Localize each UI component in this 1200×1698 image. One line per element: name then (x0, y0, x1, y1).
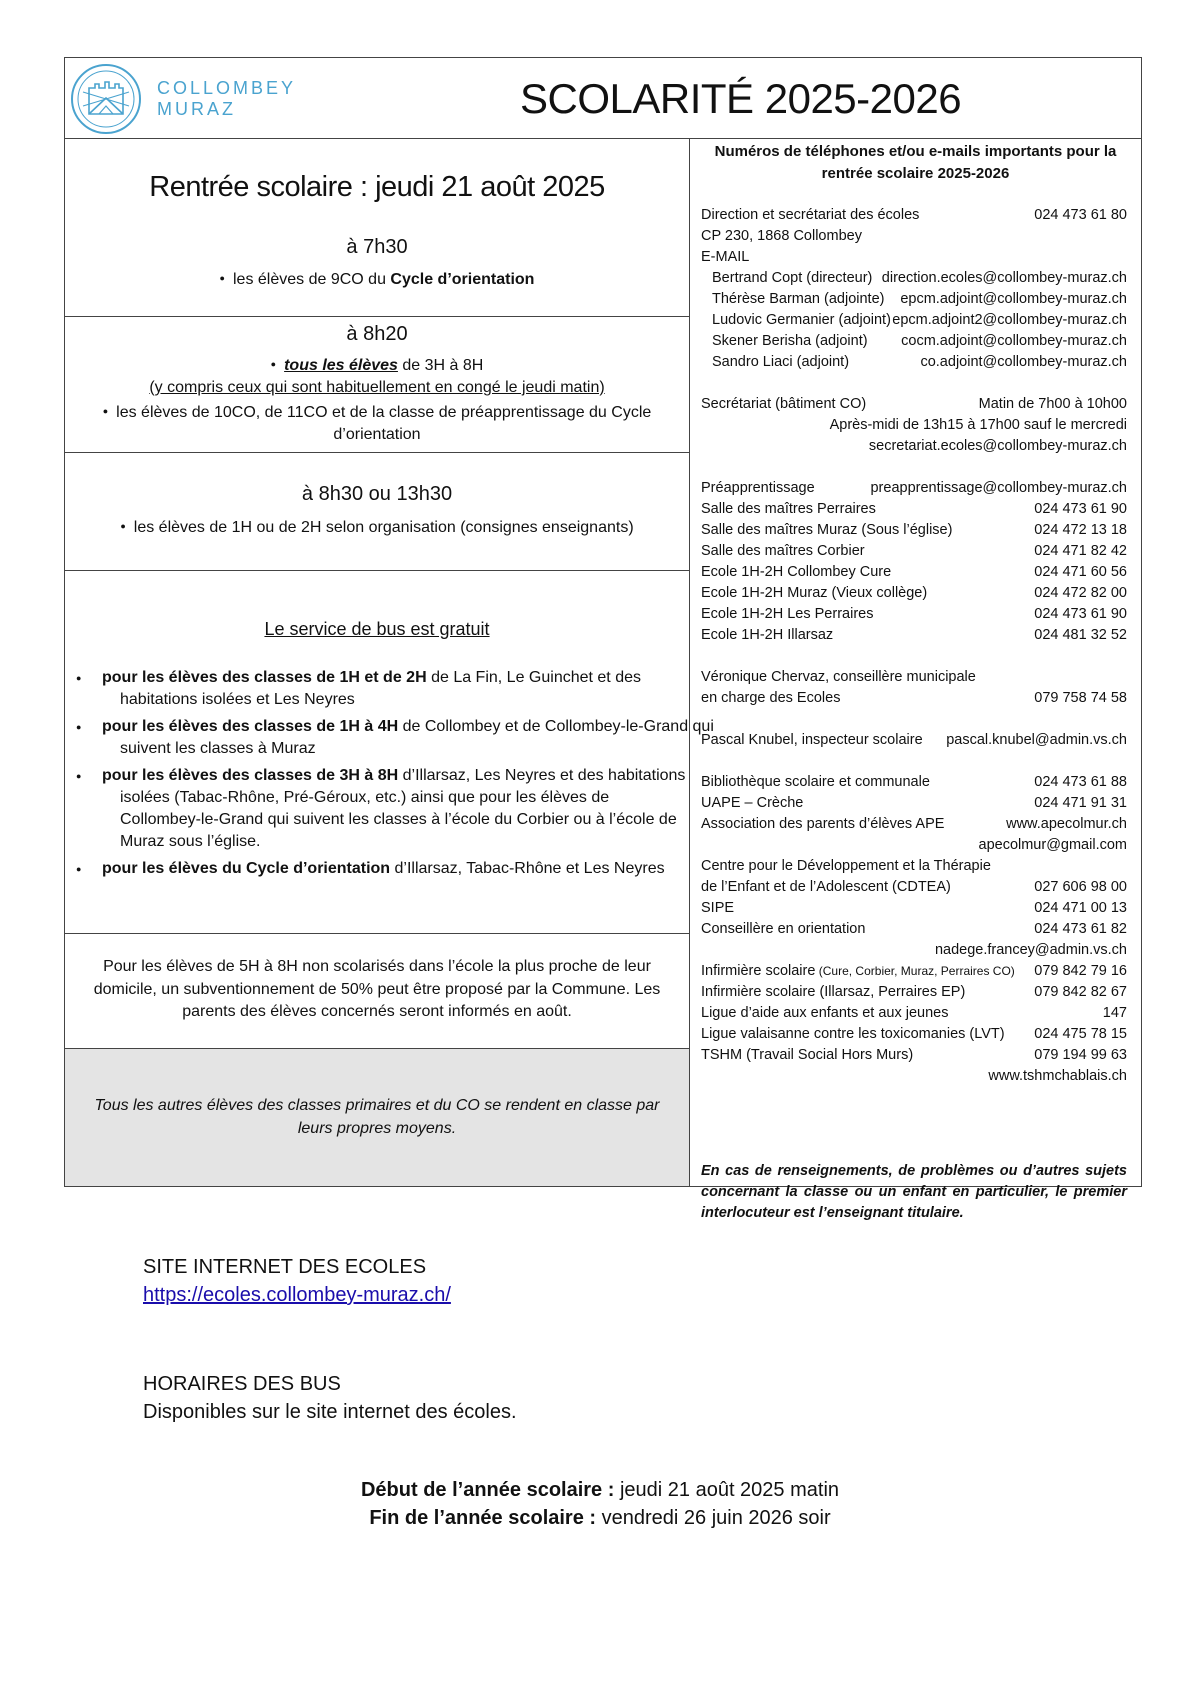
contact-value: 024 473 61 90 (1034, 606, 1127, 622)
contact-label: Ecole 1H-2H Muraz (Vieux collège) (701, 585, 928, 601)
contact-label-wrap (701, 961, 1015, 982)
contact-value: Matin de 7h00 à 10h00 (978, 396, 1127, 412)
bullet-dot (120, 519, 133, 536)
contact-value: 079 842 79 16 (1034, 963, 1127, 979)
bullet-dot: ● (76, 722, 82, 732)
contact-note: En cas de renseignements, de problèmes ou d’autres sujets concernant la classe ou un enfant en particulier, le premier interlocuteur est l’enseignant titulaire. (701, 1163, 1127, 1221)
time-8h20: à 8h20 (346, 323, 408, 345)
debut-annee: Début de l’année scolaire : jeudi 21 août 2025 matin (360, 1479, 840, 1501)
contact-label: Sandro Liaci (adjoint) (712, 354, 850, 370)
contact-row (701, 1066, 1127, 1087)
bullet-9co: ● les élèves de 9CO du Cycle d’orientation (65, 267, 689, 291)
contact-label: TSHM (Travail Social Hors Murs) (701, 1047, 914, 1063)
contact-row (701, 667, 1127, 688)
contact-value: cocm.adjoint@collombey-muraz.ch (901, 333, 1127, 349)
contact-row (701, 961, 1127, 982)
contact-row (701, 331, 1127, 352)
time-7h30: à 7h30 (346, 236, 408, 258)
contact-label: Centre pour le Développement et la Thérapie (701, 858, 991, 874)
contact-label: Ecole 1H-2H Illarsaz (701, 627, 834, 643)
contact-value: 024 473 61 82 (1034, 921, 1127, 937)
site-heading: SITE INTERNET DES ECOLES (143, 1256, 427, 1278)
contact-value: Après-midi de 13h15 à 17h00 sauf le mercredi (829, 417, 1127, 433)
bullet-dot (220, 271, 233, 288)
contact-value: 024 481 32 52 (1034, 627, 1127, 643)
contact-label: de l’Enfant et de l’Adolescent (CDTEA) (701, 879, 951, 895)
contact-row (701, 352, 1127, 373)
contact-value: secretariat.ecoles@collombey-muraz.ch (868, 438, 1127, 454)
contact-row (701, 772, 1127, 793)
bullet-tous-eleves: ● tous les élèves de 3H à 8H (65, 353, 689, 377)
contact-row (701, 1024, 1127, 1045)
school-year-dates (0, 1476, 1200, 1532)
contact-row (701, 835, 1127, 856)
time-8h30: à 8h30 ou 13h30 (301, 483, 453, 505)
contact-value: 079 758 74 58 (1034, 690, 1127, 706)
fin-annee: Fin de l’année scolaire : vendredi 26 juin 2026 soir (369, 1507, 831, 1529)
contact-label: Ligue valaisanne contre les toxicomanies (LVT) (701, 1026, 1005, 1042)
bullet-dot (103, 404, 116, 421)
contact-value: 027 606 98 00 (1034, 879, 1127, 895)
contact-row (701, 478, 1127, 499)
contact-value: 024 472 82 00 (1034, 585, 1127, 601)
contact-label: Ligue d’aide aux enfants et aux jeunes (701, 1005, 949, 1021)
autres-eleves-text: Tous les autres élèves des classes primaires et du CO se rendent en classe par leurs propres moyens. (94, 1097, 660, 1137)
contact-row (701, 520, 1127, 541)
contact-label: Salle des maîtres Muraz (Sous l’église) (701, 522, 953, 538)
bus-schedule-heading: HORAIRES DES BUS (143, 1373, 341, 1395)
contact-row (701, 1003, 1127, 1024)
contact-label: Ecole 1H-2H Collombey Cure (701, 564, 892, 580)
contact-value: 079 842 82 67 (1034, 984, 1127, 1000)
contact-value: 024 471 00 13 (1034, 900, 1127, 916)
contact-row (701, 205, 1127, 226)
contact-row (701, 877, 1127, 898)
contact-label: Secrétariat (bâtiment CO) (701, 396, 867, 412)
contact-label: en charge des Ecoles (701, 690, 841, 706)
contact-row (701, 793, 1127, 814)
contacts-title: Numéros de téléphones et/ou e-mails importants pour la rentrée scolaire 2025-2026 (714, 143, 1117, 182)
contact-label: Pascal Knubel, inspecteur scolaire (701, 732, 923, 748)
contact-value: 024 471 60 56 (1034, 564, 1127, 580)
bullet-10co-line2: d’orientation (333, 426, 421, 443)
contact-label: Thérèse Barman (adjointe) (712, 291, 885, 307)
bullet-1h-2h: ● les élèves de 1H ou de 2H selon organisation (consignes enseignants) (65, 515, 689, 539)
contact-value: 024 473 61 80 (1034, 207, 1127, 223)
contact-row (701, 247, 1127, 268)
contact-value: 079 194 99 63 (1034, 1047, 1127, 1063)
site-section (143, 1253, 451, 1309)
contact-label: Ecole 1H-2H Les Perraires (701, 606, 874, 622)
contact-row (701, 919, 1127, 940)
contact-row (701, 583, 1127, 604)
castle-seal-icon (69, 62, 143, 136)
contact-row (701, 562, 1127, 583)
bullet-dot: ● (76, 771, 82, 781)
contact-value: 024 472 13 18 (1034, 522, 1127, 538)
contact-value: co.adjoint@collombey-muraz.ch (920, 354, 1127, 370)
contact-value: 024 475 78 15 (1034, 1026, 1127, 1042)
contact-label: Infirmière scolaire (701, 963, 816, 979)
contact-label-detail: (Cure, Corbier, Muraz, Perraires CO) (815, 964, 1015, 978)
bus-heading: Le service de bus est gratuit (264, 619, 490, 639)
contact-row (701, 688, 1127, 709)
contact-label: Association des parents d’élèves APE (701, 816, 945, 832)
contact-value: 024 471 91 31 (1034, 795, 1127, 811)
contact-row (701, 814, 1127, 835)
conge-note: (y compris ceux qui sont habituellement en congé le jeudi matin) (149, 379, 605, 396)
rentree-title: Rentrée scolaire : jeudi 21 août 2025 (149, 171, 605, 203)
contact-value: 024 471 82 42 (1034, 543, 1127, 559)
list-item: ● pour les élèves des classes de 1H et de 2H de La Fin, Le Guinchet et des habitations isolées et Les Neyres (76, 669, 641, 708)
contact-value: 024 473 61 88 (1034, 774, 1127, 790)
section-8h20 (65, 317, 689, 453)
bus-schedule-section (143, 1370, 517, 1426)
bus-list (76, 667, 714, 885)
section-bus (65, 571, 714, 934)
contact-label: Bertrand Copt (directeur) (712, 270, 873, 286)
contact-value: apecolmur@gmail.com (978, 837, 1127, 853)
contact-row (701, 268, 1127, 289)
left-column (65, 139, 714, 1186)
logo-line-2: MURAZ (157, 99, 236, 119)
contact-label: UAPE – Crèche (701, 795, 804, 811)
contact-row (701, 898, 1127, 919)
contact-label: Salle des maîtres Corbier (701, 543, 865, 559)
contact-row (701, 415, 1127, 436)
contact-label: SIPE (701, 900, 735, 916)
contacts-column (690, 139, 1141, 1221)
contact-label: Infirmière scolaire (Illarsaz, Perraires EP) (701, 984, 966, 1000)
contact-row (701, 310, 1127, 331)
bullet-10co-line1: ● les élèves de 10CO, de 11CO et de la classe de préapprentissage du Cycle (65, 400, 689, 424)
contact-row (701, 604, 1127, 625)
schedule-sheet (64, 57, 1142, 1221)
header (65, 58, 1141, 139)
logo-wordmark (157, 78, 296, 120)
bus-schedule-text: Disponibles sur le site internet des écoles. (143, 1401, 517, 1423)
list-item: ● pour les élèves des classes de 3H à 8H d’Illarsaz, Les Neyres et des habitations isolées (Tabac-Rhône, Pré-Géroux, etc.) ainsi que pour les élèves de Collombey-le-Grand qui suivent les classes à l’école du Corbier ou à l’école de Muraz sous l’église. (76, 767, 686, 850)
contact-row (701, 226, 1127, 247)
contact-row (701, 541, 1127, 562)
bullet-dot: ● (76, 864, 82, 874)
section-subvention (65, 934, 689, 1049)
contact-label: Conseillère en orientation (701, 921, 866, 937)
contact-value: www.apecolmur.ch (1006, 816, 1127, 832)
contact-value: epcm.adjoint@collombey-muraz.ch (900, 291, 1127, 307)
contact-row (701, 856, 1127, 877)
contact-label: Préapprentissage (701, 480, 815, 496)
site-link[interactable]: https://ecoles.collombey-muraz.ch/ (143, 1284, 451, 1306)
section-8h30 (65, 453, 689, 571)
contact-value: www.tshmchablais.ch (988, 1068, 1127, 1084)
contact-label: E-MAIL (701, 249, 750, 265)
contact-label: Véronique Chervaz, conseillère municipale (701, 669, 976, 685)
contact-value: preapprentissage@collombey-muraz.ch (870, 480, 1127, 496)
logo-line-1: COLLOMBEY (157, 78, 297, 98)
contact-value: pascal.knubel@admin.vs.ch (946, 732, 1127, 748)
contact-row (701, 940, 1127, 961)
section-7h30 (65, 139, 689, 317)
contact-label: Bibliothèque scolaire et communale (701, 774, 930, 790)
contact-row (701, 436, 1127, 457)
contact-value: 147 (1102, 1005, 1127, 1021)
contact-label: Skener Berisha (adjoint) (712, 333, 868, 349)
contact-row (701, 499, 1127, 520)
contact-value: direction.ecoles@collombey-muraz.ch (881, 270, 1127, 286)
contact-label: Salle des maîtres Perraires (701, 501, 876, 517)
bullet-dot: ● (76, 673, 82, 683)
contact-label: CP 230, 1868 Collombey (701, 228, 862, 244)
subvention-text: Pour les élèves de 5H à 8H non scolarisés dans l’école la plus proche de leur domicile, un subventionnement de 50% peut être proposé par la Commune. Les parents des élèves concernés seront informés en août. (93, 958, 661, 1020)
section-autres-eleves (65, 1049, 689, 1186)
contact-label: Ludovic Germanier (adjoint) (712, 312, 891, 328)
contact-row (701, 394, 1127, 415)
contact-row (701, 982, 1127, 1003)
contact-row (701, 730, 1127, 751)
contact-label: Direction et secrétariat des écoles (701, 207, 920, 223)
contact-row (701, 289, 1127, 310)
contact-row (701, 1045, 1127, 1066)
list-item: ● pour les élèves du Cycle d’orientation d’Illarsaz, Tabac-Rhône et Les Neyres (76, 858, 681, 880)
bullet-dot (271, 357, 284, 374)
contact-value: 024 473 61 90 (1034, 501, 1127, 517)
page-title: SCOLARITÉ 2025-2026 (520, 75, 962, 122)
contact-value: epcm.adjoint2@collombey-muraz.ch (892, 312, 1127, 328)
list-item: ● pour les élèves des classes de 1H à 4H de Collombey et de Collombey-le-Grand qui suivent les classes à Muraz (76, 718, 714, 757)
contact-value: nadege.francey@admin.vs.ch (934, 942, 1127, 958)
contact-row (701, 625, 1127, 646)
